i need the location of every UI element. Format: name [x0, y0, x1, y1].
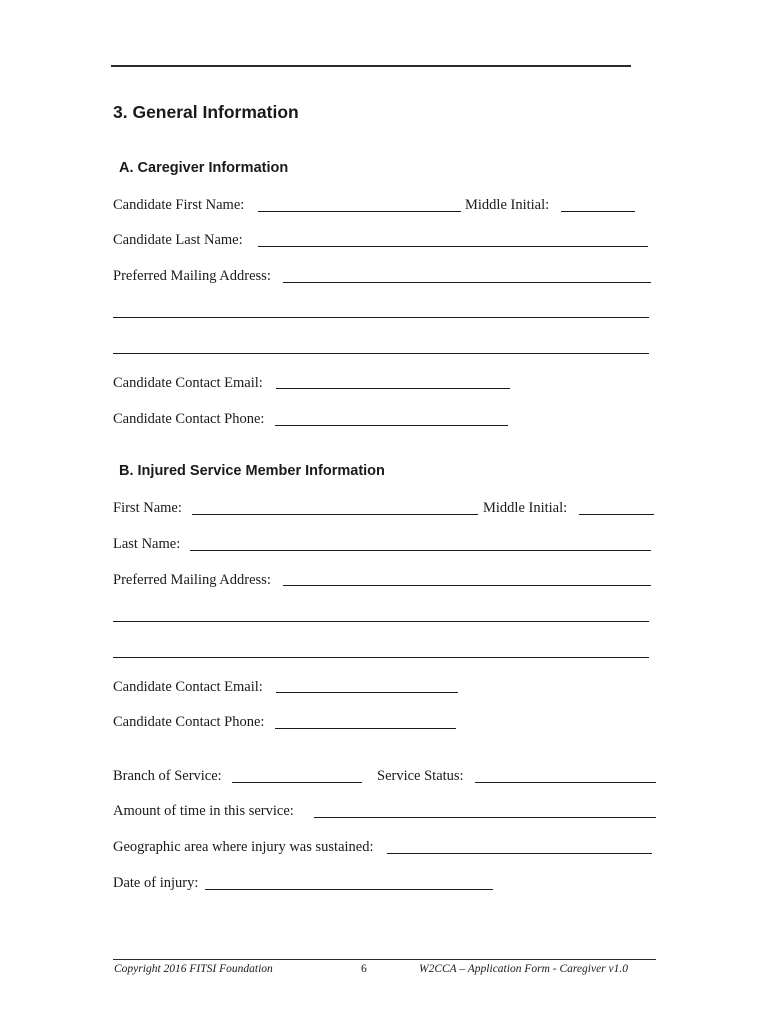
caregiver-last-name-field[interactable]: [258, 246, 648, 247]
caregiver-first-name-label: Candidate First Name:: [113, 197, 245, 213]
caregiver-mailing-address-label: Preferred Mailing Address:: [113, 268, 271, 284]
member-mailing-address-label: Preferred Mailing Address:: [113, 572, 271, 588]
member-mailing-address-field-1[interactable]: [283, 585, 651, 586]
member-last-name-label: Last Name:: [113, 536, 181, 552]
member-mailing-address-field-3[interactable]: [113, 657, 649, 658]
caregiver-middle-initial-label: Middle Initial:: [465, 197, 550, 213]
member-phone-field[interactable]: [275, 728, 456, 729]
caregiver-phone-label: Candidate Contact Phone:: [113, 411, 265, 427]
member-first-name-field[interactable]: [192, 514, 478, 515]
caregiver-middle-initial-field[interactable]: [561, 211, 635, 212]
footer-rule: [113, 959, 656, 960]
caregiver-email-field[interactable]: [276, 388, 510, 389]
injury-date-label: Date of injury:: [113, 875, 199, 891]
member-email-field[interactable]: [276, 692, 458, 693]
member-last-name-field[interactable]: [190, 550, 651, 551]
footer-copyright: Copyright 2016 FITSI Foundation: [114, 963, 273, 975]
injury-area-field[interactable]: [387, 853, 652, 854]
section-title: 3. General Information: [113, 102, 299, 122]
footer-form-name: W2CCA – Application Form - Caregiver v1.0: [419, 963, 629, 975]
caregiver-mailing-address-field-3[interactable]: [113, 353, 649, 354]
top-rule: [111, 65, 631, 67]
member-middle-initial-label: Middle Initial:: [483, 500, 568, 516]
service-status-label: Service Status:: [377, 768, 464, 784]
member-middle-initial-field[interactable]: [579, 514, 654, 515]
member-phone-label: Candidate Contact Phone:: [113, 714, 265, 730]
branch-of-service-field[interactable]: [232, 782, 362, 783]
service-member-heading: B. Injured Service Member Information: [119, 463, 385, 479]
injury-area-label: Geographic area where injury was sustained:: [113, 839, 374, 855]
caregiver-email-label: Candidate Contact Email:: [113, 375, 263, 391]
caregiver-first-name-field[interactable]: [258, 211, 461, 212]
caregiver-heading: A. Caregiver Information: [119, 160, 289, 176]
member-first-name-label: First Name:: [113, 500, 182, 516]
caregiver-phone-field[interactable]: [275, 425, 508, 426]
time-in-service-field[interactable]: [314, 817, 656, 818]
caregiver-mailing-address-field-2[interactable]: [113, 317, 649, 318]
member-email-label: Candidate Contact Email:: [113, 679, 263, 695]
service-status-field[interactable]: [475, 782, 656, 783]
time-in-service-label: Amount of time in this service:: [113, 803, 294, 819]
caregiver-last-name-label: Candidate Last Name:: [113, 232, 243, 248]
footer-page-number: 6: [361, 963, 367, 975]
branch-of-service-label: Branch of Service:: [113, 768, 222, 784]
member-mailing-address-field-2[interactable]: [113, 621, 649, 622]
injury-date-field[interactable]: [205, 889, 493, 890]
caregiver-mailing-address-field-1[interactable]: [283, 282, 651, 283]
